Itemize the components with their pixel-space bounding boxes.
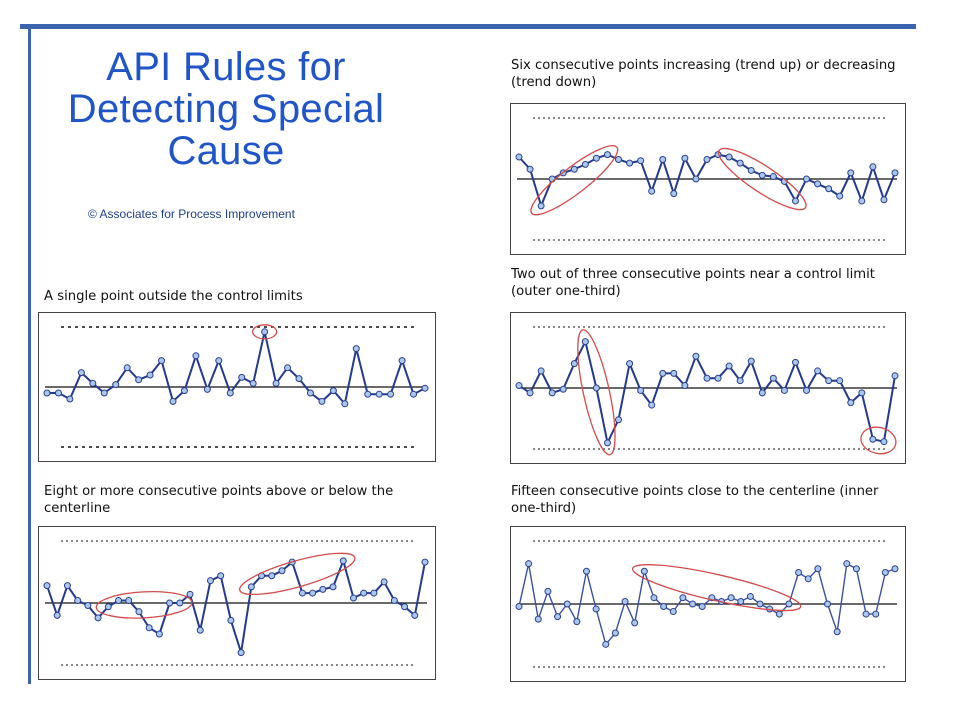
- chart-two-of-three: [510, 312, 906, 464]
- data-point: [136, 609, 142, 615]
- data-point: [737, 160, 743, 166]
- data-point: [516, 604, 522, 610]
- data-point: [837, 378, 843, 384]
- data-point: [167, 600, 173, 606]
- data-point: [583, 568, 589, 574]
- data-point: [571, 166, 577, 172]
- chart-fifteen-centerline: [510, 526, 906, 682]
- data-point: [627, 160, 633, 166]
- data-point: [571, 361, 577, 367]
- data-point: [873, 611, 879, 617]
- data-point: [837, 193, 843, 199]
- data-point: [844, 561, 850, 567]
- data-point: [593, 385, 599, 391]
- data-point: [859, 198, 865, 204]
- data-point: [715, 375, 721, 381]
- data-point: [361, 590, 367, 596]
- data-point: [834, 629, 840, 635]
- data-point: [593, 606, 599, 612]
- data-point: [78, 370, 84, 376]
- data-point: [892, 373, 898, 379]
- data-point: [638, 158, 644, 164]
- data-point: [680, 595, 686, 601]
- data-point: [193, 353, 199, 359]
- data-point: [535, 616, 541, 622]
- data-point: [170, 398, 176, 404]
- data-point: [55, 390, 61, 396]
- data-point: [627, 361, 633, 367]
- data-point: [759, 390, 765, 396]
- data-point: [804, 176, 810, 182]
- data-point: [204, 386, 210, 392]
- data-point: [737, 378, 743, 384]
- data-point: [279, 568, 285, 574]
- data-point: [269, 573, 275, 579]
- data-point: [574, 619, 580, 625]
- data-point: [660, 370, 666, 376]
- data-point: [622, 598, 628, 604]
- data-point: [319, 398, 325, 404]
- data-point: [538, 368, 544, 374]
- data-point: [555, 614, 561, 620]
- data-point: [604, 440, 610, 446]
- data-point: [848, 170, 854, 176]
- data-point: [296, 376, 302, 382]
- data-point: [54, 612, 60, 618]
- data-point: [299, 590, 305, 596]
- data-point: [612, 630, 618, 636]
- data-point: [527, 166, 533, 172]
- data-point: [853, 566, 859, 572]
- data-point: [870, 436, 876, 442]
- data-point: [616, 417, 622, 423]
- data-point: [207, 578, 213, 584]
- data-point: [863, 611, 869, 617]
- chart-single-point: [38, 312, 436, 462]
- data-point: [748, 358, 754, 364]
- data-point: [786, 601, 792, 607]
- data-point: [124, 365, 130, 371]
- data-point: [181, 388, 187, 394]
- data-point: [748, 167, 754, 173]
- data-point: [538, 203, 544, 209]
- data-point: [651, 595, 657, 601]
- data-point: [582, 161, 588, 167]
- data-point: [564, 601, 570, 607]
- data-point: [693, 353, 699, 359]
- data-point: [197, 627, 203, 633]
- data-point: [560, 386, 566, 392]
- data-point: [805, 576, 811, 582]
- data-point: [248, 584, 254, 590]
- data-point: [147, 372, 153, 378]
- data-point: [792, 198, 798, 204]
- data-series-line: [47, 561, 425, 653]
- data-point: [126, 598, 132, 604]
- data-point: [776, 611, 782, 617]
- data-point: [216, 358, 222, 364]
- caption-six-increasing: Six consecutive points increasing (trend up) or decreasing (trend down): [511, 58, 896, 90]
- data-point: [649, 188, 655, 194]
- chart-six-increasing: [510, 103, 906, 255]
- data-point: [738, 598, 744, 604]
- data-point: [881, 439, 887, 445]
- data-point: [85, 602, 91, 608]
- data-point: [350, 595, 356, 601]
- highlight-ellipse: [524, 137, 625, 224]
- data-point: [177, 600, 183, 606]
- data-point: [815, 566, 821, 572]
- data-point: [228, 617, 234, 623]
- data-point: [770, 174, 776, 180]
- data-point: [411, 391, 417, 397]
- data-point: [101, 390, 107, 396]
- data-point: [671, 370, 677, 376]
- data-point: [545, 588, 551, 594]
- data-point: [388, 391, 394, 397]
- data-point: [726, 154, 732, 160]
- data-point: [44, 583, 50, 589]
- data-point: [310, 590, 316, 596]
- data-point: [64, 583, 70, 589]
- data-point: [116, 598, 122, 604]
- data-point: [693, 176, 699, 182]
- chart-two-of-three-svg: [511, 313, 905, 463]
- data-point: [690, 601, 696, 607]
- data-point: [682, 155, 688, 161]
- data-point: [728, 595, 734, 601]
- chart-six-increasing-svg: [511, 104, 905, 254]
- data-point: [892, 170, 898, 176]
- data-point: [632, 620, 638, 626]
- data-point: [95, 615, 101, 621]
- data-point: [661, 604, 667, 610]
- data-point: [582, 339, 588, 345]
- data-point: [342, 401, 348, 407]
- data-point: [239, 374, 245, 380]
- data-point: [671, 191, 677, 197]
- data-point: [238, 650, 244, 656]
- data-point: [870, 164, 876, 170]
- data-point: [593, 155, 599, 161]
- data-point: [682, 383, 688, 389]
- data-point: [826, 378, 832, 384]
- data-point: [892, 566, 898, 572]
- caption-eight-consecutive: Eight or more consecutive points above or below the centerline: [44, 484, 394, 516]
- data-point: [105, 604, 111, 610]
- data-point: [757, 601, 763, 607]
- data-point: [549, 390, 555, 396]
- data-point: [340, 558, 346, 564]
- caption-fifteen-centerline: Fifteen consecutive points close to the centerline (inner one-third): [511, 484, 879, 516]
- slide-top-rule: [20, 24, 916, 29]
- data-point: [604, 152, 610, 158]
- data-point: [422, 385, 428, 391]
- data-point: [391, 598, 397, 604]
- data-point: [218, 573, 224, 579]
- chart-eight-consecutive: [38, 526, 436, 680]
- data-point: [859, 390, 865, 396]
- data-point: [699, 604, 705, 610]
- data-point: [796, 570, 802, 576]
- data-point: [376, 391, 382, 397]
- data-point: [146, 625, 152, 631]
- data-point: [399, 358, 405, 364]
- data-point: [781, 387, 787, 393]
- data-point: [371, 590, 377, 596]
- data-point: [422, 559, 428, 565]
- data-point: [136, 377, 142, 383]
- data-point: [365, 391, 371, 397]
- data-point: [262, 329, 268, 335]
- data-point: [285, 365, 291, 371]
- data-point: [704, 375, 710, 381]
- data-point: [187, 591, 193, 597]
- data-point: [726, 363, 732, 369]
- chart-fifteen-centerline-svg: [511, 527, 905, 681]
- data-point: [156, 631, 162, 637]
- data-point: [792, 359, 798, 365]
- data-point: [516, 154, 522, 160]
- caption-single-point: A single point outside the control limits: [44, 289, 303, 304]
- data-point: [770, 375, 776, 381]
- data-point: [670, 609, 676, 615]
- data-point: [641, 568, 647, 574]
- data-point: [882, 570, 888, 576]
- data-point: [815, 181, 821, 187]
- data-point: [616, 156, 622, 162]
- data-point: [90, 380, 96, 386]
- data-point: [881, 197, 887, 203]
- data-point: [75, 598, 81, 604]
- data-point: [603, 641, 609, 647]
- highlight-ellipse: [630, 556, 804, 620]
- data-point: [527, 390, 533, 396]
- data-point: [44, 390, 50, 396]
- data-point: [227, 390, 233, 396]
- data-point: [402, 604, 408, 610]
- data-point: [804, 387, 810, 393]
- slide-left-rule: [28, 28, 31, 684]
- data-point: [353, 346, 359, 352]
- data-point: [113, 382, 119, 388]
- caption-two-of-three: Two out of three consecutive points near a control limit (outer one-third): [511, 267, 875, 299]
- data-point: [825, 601, 831, 607]
- data-point: [307, 390, 313, 396]
- data-point: [159, 358, 165, 364]
- copyright-notice: © Associates for Process Improvement: [88, 207, 295, 221]
- data-point: [638, 387, 644, 393]
- data-point: [704, 156, 710, 162]
- data-point: [67, 396, 73, 402]
- data-point: [381, 579, 387, 585]
- data-series-line: [519, 342, 895, 443]
- data-point: [330, 388, 336, 394]
- chart-eight-consecutive-svg: [39, 527, 435, 679]
- data-point: [747, 593, 753, 599]
- data-point: [815, 368, 821, 374]
- slide-title: API Rules for Detecting Special Cause: [67, 45, 385, 173]
- data-point: [526, 561, 532, 567]
- data-point: [649, 402, 655, 408]
- chart-single-point-svg: [39, 313, 435, 461]
- data-point: [273, 380, 279, 386]
- data-point: [412, 612, 418, 618]
- highlight-ellipse: [236, 545, 358, 603]
- data-point: [320, 586, 326, 592]
- data-point: [250, 380, 256, 386]
- data-point: [516, 383, 522, 389]
- data-point: [848, 400, 854, 406]
- data-point: [826, 186, 832, 192]
- data-point: [759, 172, 765, 178]
- data-point: [330, 584, 336, 590]
- data-point: [660, 156, 666, 162]
